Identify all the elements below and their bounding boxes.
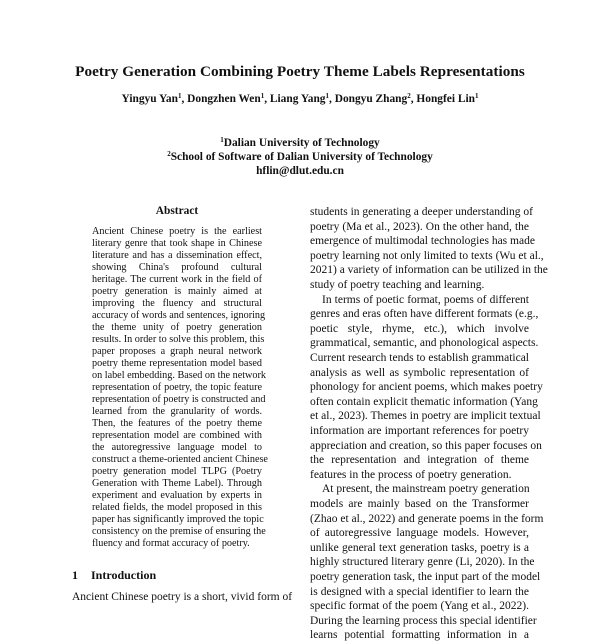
- body-line: Ancient Chinese poetry is a short, vivid form of: [72, 591, 293, 603]
- author: Dongzhen Wen$^1$,: [187, 92, 270, 105]
- contact-email: hflin@dlut.edu.cn: [256, 165, 344, 177]
- section-heading-introduction: 1 Introduction: [72, 568, 157, 582]
- body-line: features in the process of poetry generation.: [310, 468, 512, 481]
- abstract-line: results. In order to solve this problem, this: [92, 334, 265, 345]
- abstract-line: heritage. The current work in the field of: [92, 274, 262, 285]
- abstract-line: literature and has a dissemination effect,: [92, 250, 262, 261]
- body-line: unlike general text generation tasks, poetry is a: [310, 541, 529, 554]
- body-line: specific format of the poem (Yang et al., 2022).: [310, 600, 529, 613]
- body-line: the representation and integration of theme: [310, 454, 529, 467]
- body-line: students in generating a deeper understanding of: [310, 206, 533, 218]
- body-line: learns potential formatting information in a: [310, 629, 529, 642]
- body-line: often contain explicit thematic information (Yang: [310, 395, 538, 408]
- abstract-line: construct a theme-oriented ancient Chinese: [92, 454, 268, 465]
- abstract-line: consistency on the premise of ensuring the: [92, 526, 266, 537]
- body-line: poetry generation task, the input part of the model: [310, 571, 541, 583]
- body-line: Current research tends to establish grammatical: [310, 352, 529, 364]
- abstract-line: paper has significantly improved the topic: [92, 514, 264, 525]
- body-line: study of poetry teaching and learning.: [310, 279, 485, 291]
- abstract-line: literary genre that took shape in Chinese: [92, 238, 262, 249]
- body-line: In terms of poetic format, poems of different: [322, 293, 529, 306]
- body-line: models are mainly based on the Transformer: [310, 498, 529, 510]
- abstract-line: poetry generation is mainly aimed at: [92, 286, 262, 297]
- abstract-line: experiment and evaluation by experts in: [92, 490, 262, 501]
- body-line: analysis as well as symbolic representation of: [310, 366, 529, 379]
- author-list: [0, 93, 600, 105]
- abstract-line: related fields, the model proposed in this: [92, 502, 262, 513]
- body-line: phonology for ancient poems, which makes poetry: [310, 381, 543, 394]
- abstract-heading: Abstract: [155, 205, 199, 217]
- abstract-line: representation model are combined with: [92, 430, 262, 441]
- body-line: emergence of multimodal technologies has made: [310, 235, 535, 248]
- abstract-line: paper proposes a graph neural network: [92, 346, 262, 357]
- body-line: At present, the mainstream poetry generation: [322, 483, 530, 496]
- body-line: During the learning process this special identifier: [310, 614, 537, 627]
- body-line: 2021) a variety of information can be utilized in the: [310, 264, 548, 277]
- body-line: et al., 2023). Themes in poetry are implicit textual: [310, 410, 541, 423]
- body-line: of autoregressive language models. However,: [310, 527, 529, 540]
- abstract-line: poetry generation model TLPG (Poetry: [92, 466, 262, 477]
- abstract-line: representation of poetry is constructed and: [92, 394, 266, 405]
- author: Yingyu Yan$^1$,: [121, 92, 188, 105]
- abstract-line: learned from the granularity of words.: [92, 406, 262, 417]
- body-line: poetic style, rhyme, etc.), which involve: [310, 322, 529, 335]
- abstract-line: showing China's profound cultural: [92, 262, 262, 273]
- abstract-line: improving the fluency and structural: [92, 298, 262, 309]
- body-line: genres and eras often have different formats (e.g.,: [310, 308, 539, 321]
- author: Hongfei Lin$^1$: [416, 92, 479, 105]
- abstract-line: poetry theme representation model based: [92, 358, 262, 369]
- body-line: highly structured literary genre (Li, 2020). In the: [310, 556, 535, 569]
- paper-title: Poetry Generation Combining Poetry Theme Labels Representations: [75, 63, 525, 80]
- abstract-line: representation of poetry, the topic feature: [92, 382, 262, 393]
- abstract-line: the theme unity of poetry generation: [92, 322, 262, 333]
- abstract-line: accuracy of words and sentences, ignoring: [92, 310, 266, 321]
- abstract-line: Then, the features of the poetry theme: [92, 418, 262, 429]
- body-line: poetry learning not only limited to texts (Wu et al.,: [310, 249, 544, 262]
- abstract-line: Ancient Chinese poetry is the earliest: [92, 226, 262, 237]
- abstract-line: Generation with Theme Label). Through: [92, 478, 262, 489]
- body-line: information are important references for poetry: [310, 425, 529, 437]
- author: Liang Yang$^1$,: [269, 92, 335, 105]
- abstract-line: on label embedding. Based on the network: [92, 370, 266, 381]
- body-line: appreciation and creation, so this paper focuses on: [310, 439, 542, 452]
- body-line: (Zhao et al., 2022) and generate poems in the form: [310, 512, 544, 525]
- body-line: grammatical, semantic, and phonological aspects.: [310, 337, 539, 350]
- abstract-line: fluency and format accuracy of poetry.: [92, 538, 250, 549]
- affiliation-2: $^2$School of Software of Dalian University of Technology: [167, 150, 433, 163]
- affiliation-1: $^1$Dalian University of Technology: [220, 136, 380, 149]
- abstract-line: the autoregressive language model to: [92, 442, 262, 453]
- body-line: poetry (Ma et al., 2023). On the other hand, the: [310, 220, 529, 233]
- body-line: is designed with a special identifier to learn the: [310, 585, 529, 598]
- author: Dongyu Zhang$^2$,: [334, 92, 417, 105]
